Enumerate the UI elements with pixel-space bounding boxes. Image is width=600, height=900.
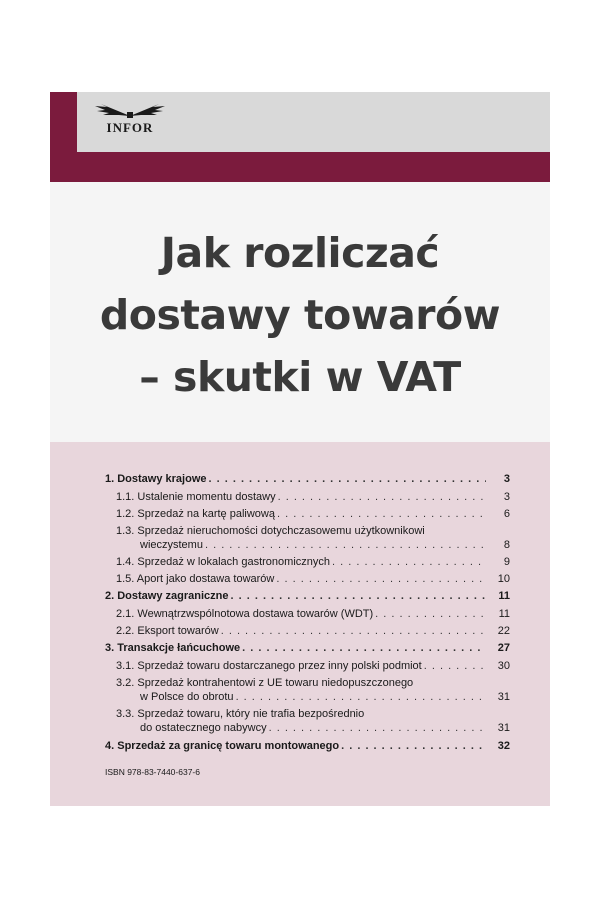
table-of-contents xyxy=(50,442,550,806)
toc-entry-2-2: 2.2. Eksport towarów . . . 22 xyxy=(105,624,510,638)
header-panel xyxy=(183,92,550,152)
toc-entry-3-1: 3.1. Sprzedaż towaru dostarczanego przez inny polski podmiot . . . 30 xyxy=(105,659,510,673)
toc-entry-1-5: 1.5. Aport jako dostawa towarów . . . 10 xyxy=(105,572,510,586)
title-line: Jak rozliczać xyxy=(160,229,440,277)
toc-entry-1-1: 1.1. Ustalenie momentu dostawy . . . 3 xyxy=(105,490,510,504)
toc-entry-chapter-1: 1. Dostawy krajowe . . . 3 xyxy=(105,472,510,486)
isbn: ISBN 978-83-7440-637-6 xyxy=(105,767,200,777)
wings-icon xyxy=(93,102,167,120)
toc-entry-1-4: 1.4. Sprzedaż w lokalach gastronomicznych . . . 9 xyxy=(105,555,510,569)
toc-list xyxy=(105,472,510,753)
publisher-logo xyxy=(77,92,183,152)
toc-entry-1-3: 1.3. Sprzedaż nieruchomości dotychczasowemu użytkownikowi wieczystemu . . . 8 xyxy=(105,524,510,552)
toc-entry-chapter-3: 3. Transakcje łańcuchowe . . . 27 xyxy=(105,641,510,655)
logo-text: INFOR xyxy=(106,120,154,135)
toc-entry-1-2: 1.2. Sprzedaż na kartę paliwową . . . 6 xyxy=(105,507,510,521)
toc-entry-chapter-2: 2. Dostawy zagraniczne . . . 11 xyxy=(105,589,510,603)
toc-entry-3-2: 3.2. Sprzedaż kontrahentowi z UE towaru niedopuszczonego w Polsce do obrotu . . . 31 xyxy=(105,676,510,704)
toc-entry-3-3: 3.3. Sprzedaż towaru, który nie trafia bezpośrednio do ostatecznego nabywcy . . . 31 xyxy=(105,707,510,735)
toc-entry-chapter-4: 4. Sprzedaż za granicę towaru montowanego . . . 32 xyxy=(105,739,510,753)
toc-entry-2-1: 2.1. Wewnątrzwspólnotowa dostawa towarów (WDT) . . . 11 xyxy=(105,607,510,621)
book-title xyxy=(50,222,550,408)
title-line: dostawy towarów xyxy=(99,291,501,339)
top-band xyxy=(50,92,550,182)
book-cover xyxy=(50,92,550,806)
title-line: – skutki w VAT xyxy=(139,353,461,401)
